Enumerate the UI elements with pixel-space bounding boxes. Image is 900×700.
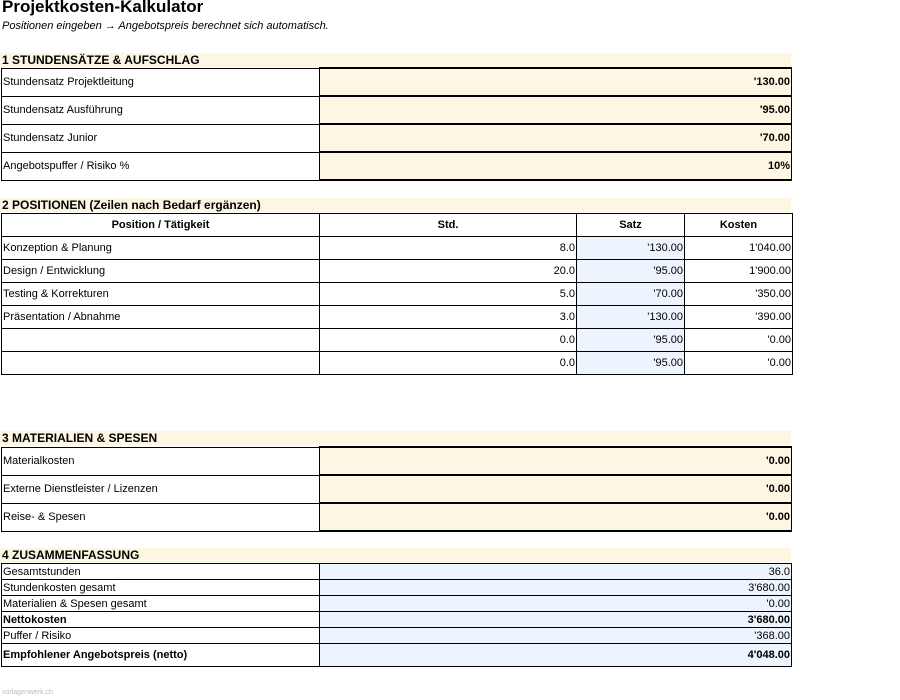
rate-cell[interactable]: '95.00 bbox=[577, 352, 685, 375]
rate-label: Stundensatz Junior bbox=[2, 124, 320, 152]
summary-table bbox=[1, 563, 792, 667]
table-row bbox=[2, 283, 793, 306]
rate-label: Stundensatz Ausführung bbox=[2, 96, 320, 124]
table-row bbox=[2, 628, 792, 644]
material-input[interactable]: '0.00 bbox=[320, 503, 792, 531]
table-row bbox=[2, 329, 793, 352]
column-header-position: Position / Tätigkeit bbox=[2, 214, 320, 237]
summary-label: Nettokosten bbox=[2, 612, 320, 628]
position-cell[interactable]: Testing & Korrekturen bbox=[2, 283, 320, 306]
cost-cell: '350.00 bbox=[685, 283, 793, 306]
page-subtitle: Positionen eingeben → Angebotspreis berechnet sich automatisch. bbox=[2, 20, 329, 32]
section-header-rates: 1 STUNDENSÄTZE & AUFSCHLAG bbox=[0, 53, 791, 67]
column-header-cost: Kosten bbox=[685, 214, 793, 237]
hours-cell[interactable]: 20.0 bbox=[320, 260, 577, 283]
table-row bbox=[2, 580, 792, 596]
column-header-rate: Satz bbox=[577, 214, 685, 237]
hours-cell[interactable]: 3.0 bbox=[320, 306, 577, 329]
summary-label: Puffer / Risiko bbox=[2, 628, 320, 644]
table-row bbox=[2, 564, 792, 580]
cost-cell: '0.00 bbox=[685, 329, 793, 352]
table-row bbox=[2, 237, 793, 260]
position-cell[interactable]: Design / Entwicklung bbox=[2, 260, 320, 283]
table-row bbox=[2, 503, 792, 531]
material-input[interactable]: '0.00 bbox=[320, 447, 792, 475]
rate-cell[interactable]: '130.00 bbox=[577, 237, 685, 260]
rate-cell[interactable]: '70.00 bbox=[577, 283, 685, 306]
table-row bbox=[2, 352, 793, 375]
materials-table bbox=[1, 446, 792, 532]
rate-input[interactable]: '70.00 bbox=[320, 124, 792, 152]
rate-cell[interactable]: '130.00 bbox=[577, 306, 685, 329]
table-row bbox=[2, 152, 792, 180]
footer-watermark: vorlagenwerk.ch bbox=[2, 689, 53, 696]
total-value: 4'048.00 bbox=[320, 644, 792, 667]
material-label: Reise- & Spesen bbox=[2, 503, 320, 531]
material-label: Materialkosten bbox=[2, 447, 320, 475]
table-row bbox=[2, 124, 792, 152]
column-header-hours: Std. bbox=[320, 214, 577, 237]
position-cell[interactable] bbox=[2, 352, 320, 375]
table-row bbox=[2, 260, 793, 283]
position-cell[interactable] bbox=[2, 329, 320, 352]
summary-value: 3'680.00 bbox=[320, 580, 792, 596]
position-cell[interactable]: Konzeption & Planung bbox=[2, 237, 320, 260]
section-header-materials: 3 MATERIALIEN & SPESEN bbox=[0, 431, 791, 445]
table-row bbox=[2, 596, 792, 612]
summary-value: 36.0 bbox=[320, 564, 792, 580]
rates-table bbox=[1, 67, 792, 181]
hours-cell[interactable]: 8.0 bbox=[320, 237, 577, 260]
table-header-row bbox=[2, 214, 793, 237]
table-row bbox=[2, 68, 792, 96]
rate-label: Stundensatz Projektleitung bbox=[2, 68, 320, 96]
rate-cell[interactable]: '95.00 bbox=[577, 329, 685, 352]
positions-table bbox=[1, 213, 793, 375]
page-title: Projektkosten-Kalkulator bbox=[2, 0, 204, 16]
rate-cell[interactable]: '95.00 bbox=[577, 260, 685, 283]
table-row bbox=[2, 475, 792, 503]
cost-cell: '390.00 bbox=[685, 306, 793, 329]
summary-value: '368.00 bbox=[320, 628, 792, 644]
table-row bbox=[2, 644, 792, 667]
cost-cell: 1'040.00 bbox=[685, 237, 793, 260]
hours-cell[interactable]: 0.0 bbox=[320, 329, 577, 352]
material-label: Externe Dienstleister / Lizenzen bbox=[2, 475, 320, 503]
material-input[interactable]: '0.00 bbox=[320, 475, 792, 503]
section-header-summary: 4 ZUSAMMENFASSUNG bbox=[0, 548, 791, 562]
summary-label: Gesamtstunden bbox=[2, 564, 320, 580]
summary-value: '0.00 bbox=[320, 596, 792, 612]
table-row bbox=[2, 306, 793, 329]
hours-cell[interactable]: 5.0 bbox=[320, 283, 577, 306]
summary-label: Stundenkosten gesamt bbox=[2, 580, 320, 596]
cost-cell: 1'900.00 bbox=[685, 260, 793, 283]
summary-value: 3'680.00 bbox=[320, 612, 792, 628]
summary-label: Materialien & Spesen gesamt bbox=[2, 596, 320, 612]
cost-cell: '0.00 bbox=[685, 352, 793, 375]
table-row bbox=[2, 447, 792, 475]
buffer-input[interactable]: 10% bbox=[320, 152, 792, 180]
hours-cell[interactable]: 0.0 bbox=[320, 352, 577, 375]
rate-input[interactable]: '95.00 bbox=[320, 96, 792, 124]
table-row bbox=[2, 96, 792, 124]
total-label: Empfohlener Angebotspreis (netto) bbox=[2, 644, 320, 667]
position-cell[interactable]: Präsentation / Abnahme bbox=[2, 306, 320, 329]
table-row bbox=[2, 612, 792, 628]
buffer-label: Angebotspuffer / Risiko % bbox=[2, 152, 320, 180]
rate-input[interactable]: '130.00 bbox=[320, 68, 792, 96]
section-header-positions: 2 POSITIONEN (Zeilen nach Bedarf ergänzen) bbox=[0, 198, 791, 212]
